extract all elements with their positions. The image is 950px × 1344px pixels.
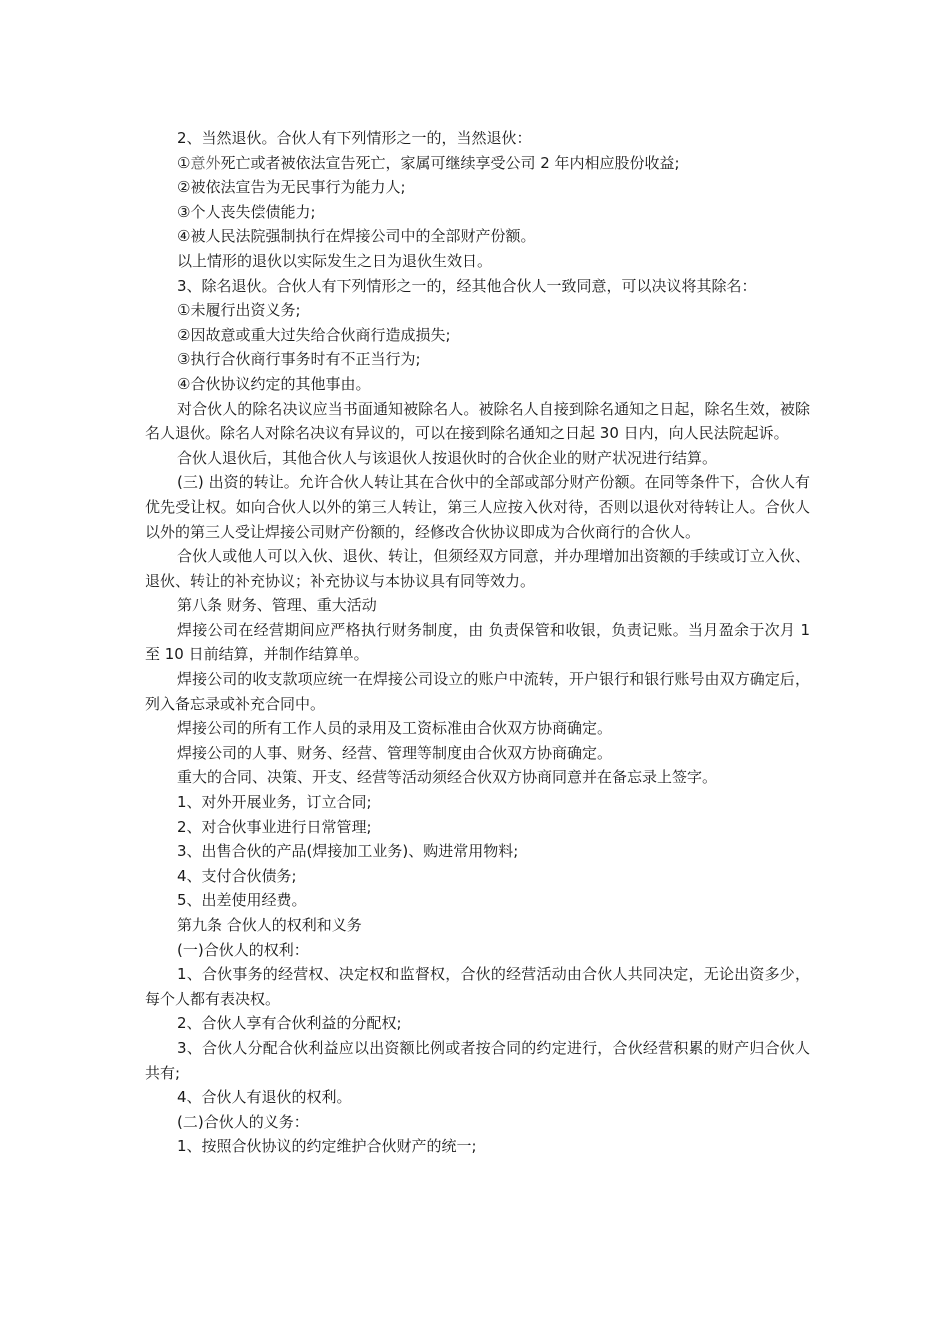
paragraph [145, 151, 810, 176]
paragraph-text: 死亡或者被依法宣告死亡，家属可继续享受公司 2 年内相应股份收益; [220, 153, 680, 172]
paragraph: 对合伙人的除名决议应当书面通知被除名人。被除名人自接到除名通知之日起，除名生效，被除名人退伙。除名人对除名决议有异议的，可以在接到除名通知之日起 30 日内，向人民法院起诉。 [145, 399, 810, 443]
paragraph: ②因故意或重大过失给合伙商行造成损失; [177, 325, 451, 344]
paragraph: 合伙人或他人可以入伙、退伙、转让，但须经双方同意，并办理增加出资额的手续或订立入伙、退伙、转让的补充协议；补充协议与本协议具有同等效力。 [145, 547, 810, 590]
paragraph: 3、合伙人分配合伙利益应以出资额比例或者按合同的约定进行，合伙经营积累的财产归合伙人共有; [145, 1038, 810, 1082]
item-marker: ① [177, 153, 191, 172]
paragraph: ④被人民法院强制执行在焊接公司中的全部财产份额。 [177, 227, 536, 246]
paragraph: 2、当然退伙。合伙人有下列情形之一的，当然退伙： [177, 129, 532, 147]
section-heading: 第八条 财务、管理、重大活动 [177, 596, 377, 615]
paragraph: 焊接公司的收支款项应统一在焊接公司设立的账户中流转，开户银行和银行账号由双方确定后，列入备忘录或补充合同中。 [145, 670, 810, 713]
paragraph: 1、合伙事务的经营权、决定权和监督权，合伙的经营活动由合伙人共同决定，无论出资多少，每个人都有表决权。 [145, 965, 810, 1008]
paragraph: 1、按照合伙协议的约定维护合伙财产的统一; [177, 1137, 477, 1156]
paragraph: 2、合伙人享有合伙利益的分配权; [177, 1014, 402, 1033]
paragraph: 1、对外开展业务，订立合同; [177, 793, 372, 812]
paragraph: 重大的合同、决策、开支、经营等活动须经合伙双方协商同意并在备忘录上签字。 [177, 768, 718, 787]
paragraph: 以上情形的退伙以实际发生之日为退伙生效日。 [177, 251, 493, 270]
paragraph: 4、支付合伙债务; [177, 866, 297, 885]
paragraph: ③执行合伙商行事务时有不正当行为; [177, 350, 421, 369]
highlighted-text: 意外 [190, 153, 221, 172]
paragraph: 3、除名退伙。合伙人有下列情形之一的，经其他合伙人一致同意，可以决议将其除名： [177, 276, 757, 295]
paragraph: 5、出差使用经费。 [177, 891, 307, 910]
paragraph: 4、合伙人有退伙的权利。 [177, 1088, 352, 1107]
paragraph: 焊接公司的人事、财务、经营、管理等制度由合伙双方协商确定。 [177, 743, 613, 762]
paragraph: 3、出售合伙的产品(焊接加工业务)、购进常用物料; [177, 842, 519, 861]
section-heading: 第九条 合伙人的权利和义务 [177, 916, 362, 934]
paragraph: ②被依法宣告为无民事行为能力人; [177, 178, 406, 197]
document-page [145, 126, 810, 1159]
paragraph: 焊接公司的所有工作人员的录用及工资标准由合伙双方协商确定。 [177, 719, 613, 738]
paragraph: ①未履行出资义务; [177, 301, 301, 320]
paragraph: ④合伙协议约定的其他事由。 [177, 374, 371, 393]
paragraph: 焊接公司在经营期间应严格执行财务制度，由 负责保管和收银，负责记账。当月盈余于次月 1 至 10 日前结算，并制作结算单。 [145, 620, 810, 664]
paragraph: 2、对合伙事业进行日常管理; [177, 817, 372, 836]
paragraph: (三) 出资的转让。允许合伙人转让其在合伙中的全部或部分财产份额。在同等条件下，合伙人有优先受让权。如向合伙人以外的第三人转让，第三人应按入伙对待，否则以退伙对待转让人。合伙人以外的第三人受让焊接公司财产份额的，经修改合伙协议即成为合伙商行的合伙人。 [145, 473, 810, 541]
paragraph: (一)合伙人的权利： [177, 940, 309, 959]
paragraph: 合伙人退伙后，其他合伙人与该退伙人按退伙时的合伙企业的财产状况进行结算。 [177, 448, 718, 467]
paragraph: ③个人丧失偿债能力; [177, 202, 316, 221]
paragraph: (二)合伙人的义务： [177, 1112, 309, 1131]
